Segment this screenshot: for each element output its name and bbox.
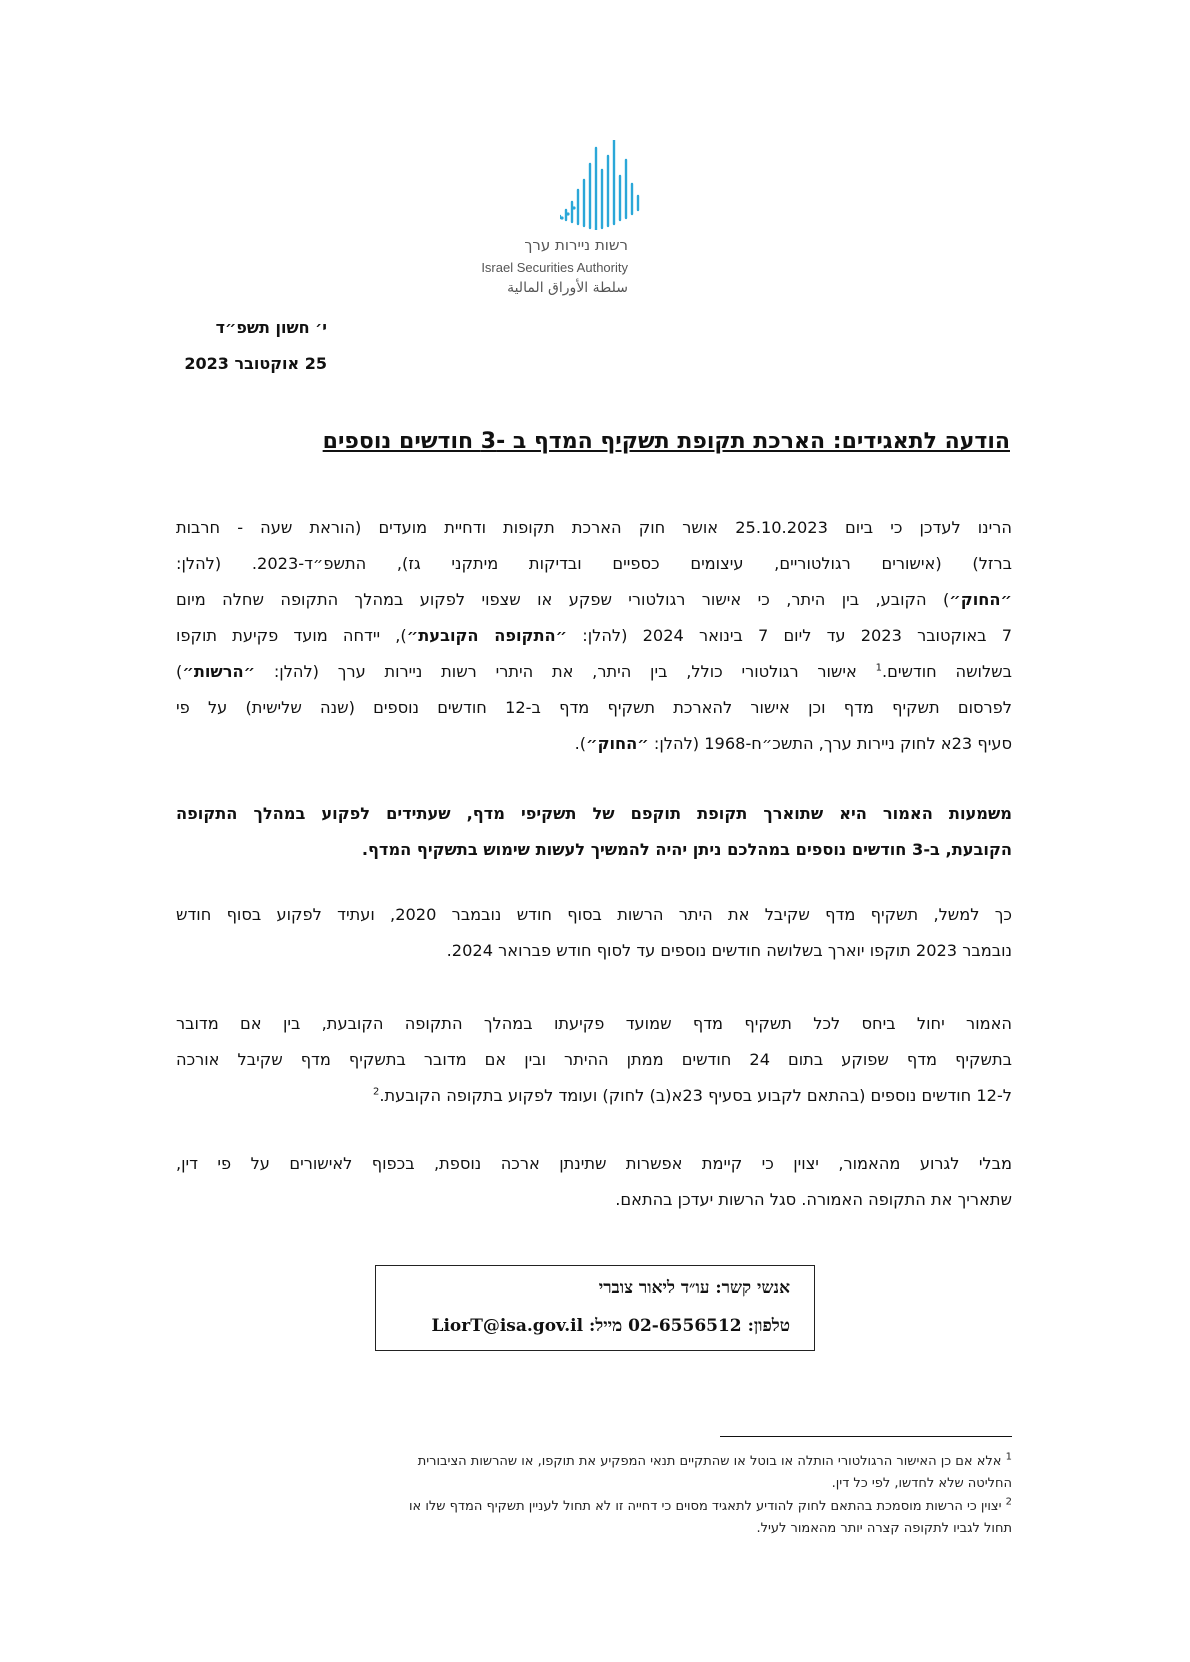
text-run: 7 באוקטובר 2023 עד ליום 7 בינואר 2024 (להלן:	[567, 626, 1013, 645]
logo-arabic-name: سلطة الأوراق المالية	[507, 280, 628, 296]
paragraph-line: משמעות האמור היא שתוארך תקופת תוקפם של תשקיפי מדף, שעתידים לפקוע במהלך התקופה	[176, 804, 1012, 823]
text-run: ) הקובע, בין היתר, כי אישור רגולטורי שפקע או שצפוי לפקוע במהלך התקופה שחלה מיום	[176, 590, 950, 609]
paragraph-line: נובמבר 2023 תוקפו יוארך בשלושה חודשים נוספים עד לסוף חודש פברואר 2024.	[446, 941, 1012, 960]
footnote-text: יצוין כי הרשות מוסמכת בהתאם לחוק להודיע לתאגיד מסוים כי דחייה זו לא תחול לעניין תשקיף המדף שלו או	[408, 1499, 1002, 1514]
paragraph-3	[176, 897, 1012, 969]
logo-waveform-icon	[560, 140, 740, 230]
footnote-divider	[720, 1436, 1012, 1437]
isa-logo	[440, 140, 740, 300]
footnote-ref-1[interactable]: 1	[875, 662, 882, 674]
defined-term: ״התקופה הקובעת״	[406, 626, 568, 645]
paragraph-line: כך למשל, תשקיף מדף שקיבל את היתר הרשות בסוף חודש נובמבר 2020, ועתיד לפקוע בסוף חודש	[176, 905, 1012, 924]
phone-label: טלפון:	[747, 1316, 790, 1336]
footnote-2	[220, 1496, 1012, 1540]
email-link[interactable]: LiorT@isa.gov.il	[431, 1316, 584, 1336]
hebrew-date: י׳ חשון תשפ״ד	[215, 318, 327, 337]
footnote-line	[220, 1496, 1012, 1518]
footnote-line	[220, 1451, 1012, 1473]
page-title: הודעה לתאגידים: הארכת תקופת תשקיף המדף ב -3 חודשים נוספים	[322, 429, 1010, 454]
letter-dates	[184, 310, 327, 382]
text-run: ).	[574, 734, 587, 753]
logo-hebrew-name: רשות ניירות ערך	[524, 236, 628, 254]
paragraph-line: בתשקיף מדף שפוקע בתום 24 חודשים ממתן ההיתר ובין אם מדובר בתשקיף מדף שקיבל אורכה	[176, 1050, 1012, 1069]
logo-english-name: Israel Securities Authority	[481, 260, 628, 275]
footnote-line: תחול לגביו לתקופה קצרה יותר מהאמור לעיל.	[756, 1521, 1012, 1536]
phone-number[interactable]: 02-6556512	[628, 1316, 742, 1336]
footnote-ref-2[interactable]: 2	[372, 1086, 380, 1098]
footnote-number: 2	[1005, 1496, 1012, 1508]
contact-box	[375, 1265, 815, 1351]
gregorian-date: 25 אוקטובר 2023	[184, 354, 327, 373]
footnote-line: החליטה שלא לחדשו, לפי כל דין.	[831, 1476, 1012, 1491]
footnote-number: 1	[1005, 1451, 1012, 1463]
paragraph-line: האמור יחול ביחס לכל תשקיף מדף שמועד פקיעתו במהלך התקופה הקובעת, בין אם מדובר	[176, 1014, 1012, 1033]
contact-details	[431, 1316, 790, 1336]
paragraph-line: שתאריך את התקופה האמורה. סגל הרשות יעדכן בהתאם.	[615, 1190, 1012, 1209]
text-run: סעיף 23א לחוק ניירות ערך, התשכ״ח-1968 (להלן:	[648, 734, 1012, 753]
paragraph-line: הרינו לעדכן כי ביום 25.10.2023 אושר חוק הארכת תקופות ודחיית מועדים (הוראת שעה - חרבות	[176, 518, 1012, 537]
text-run: ל-12 חודשים נוספים (בהתאם לקבוע בסעיף 23א(ב) לחוק) ועומד לפקוע בתקופה הקובעת.	[379, 1086, 1012, 1105]
paragraph-4	[176, 1006, 1012, 1114]
text-run: ), יידחה מועד פקיעת תוקפו	[176, 626, 407, 645]
text-run: בשלושה חודשים.	[881, 662, 1012, 681]
paragraph-line	[176, 654, 1012, 690]
paragraph-line: הקובעת, ב-3 חודשים נוספים במהלכם ניתן יהיה להמשיך לעשות שימוש בתשקיף המדף.	[361, 840, 1012, 859]
defined-term: ״החוק״	[586, 734, 649, 753]
paragraph-line	[176, 726, 1012, 762]
email-label: מייל:	[588, 1316, 623, 1336]
paragraph-2	[176, 796, 1012, 868]
footnote-text: אלא אם כן האישור הרגולטורי הותלה או בוטל או שהתקיים תנאי המפקיע את תוקפו, או שהרשות הציבורית	[417, 1454, 1002, 1469]
text-run: )	[176, 662, 183, 681]
paragraph-line	[176, 1078, 1012, 1114]
paragraph-line: לפרסום תשקיף מדף וכן אישור להארכת תשקיף מדף ב-12 חודשים נוספים (שנה שלישית) על פי	[176, 698, 1012, 717]
text-run: אישור רגולטורי כולל, בין היתר, את היתרי רשות ניירות ערך (להלן:	[255, 662, 876, 681]
defined-term: ״הרשות״	[182, 662, 256, 681]
paragraph-5	[176, 1146, 1012, 1218]
logo-dot	[572, 206, 575, 209]
logo-dot	[566, 212, 569, 215]
footnote-1	[220, 1451, 1012, 1495]
paragraph-line: ברזל) (אישורים רגולטוריים, עיצומים כספיים ובדיקות מיתקני גז), התשפ״ד-2023. (להלן:	[176, 554, 1012, 573]
paragraph-line: מבלי לגרוע מהאמור, יצוין כי קיימת אפשרות שתינתן ארכה נוספת, בכפוף לאישורים על פי דין,	[176, 1154, 1012, 1173]
paragraph-line	[176, 582, 1012, 618]
logo-dot	[560, 216, 563, 219]
paragraph-line	[176, 618, 1012, 654]
defined-term: ״החוק״	[949, 590, 1012, 609]
contact-person: אנשי קשר: עו״ד ליאור צוברי	[598, 1278, 790, 1298]
paragraph-1	[176, 510, 1012, 762]
